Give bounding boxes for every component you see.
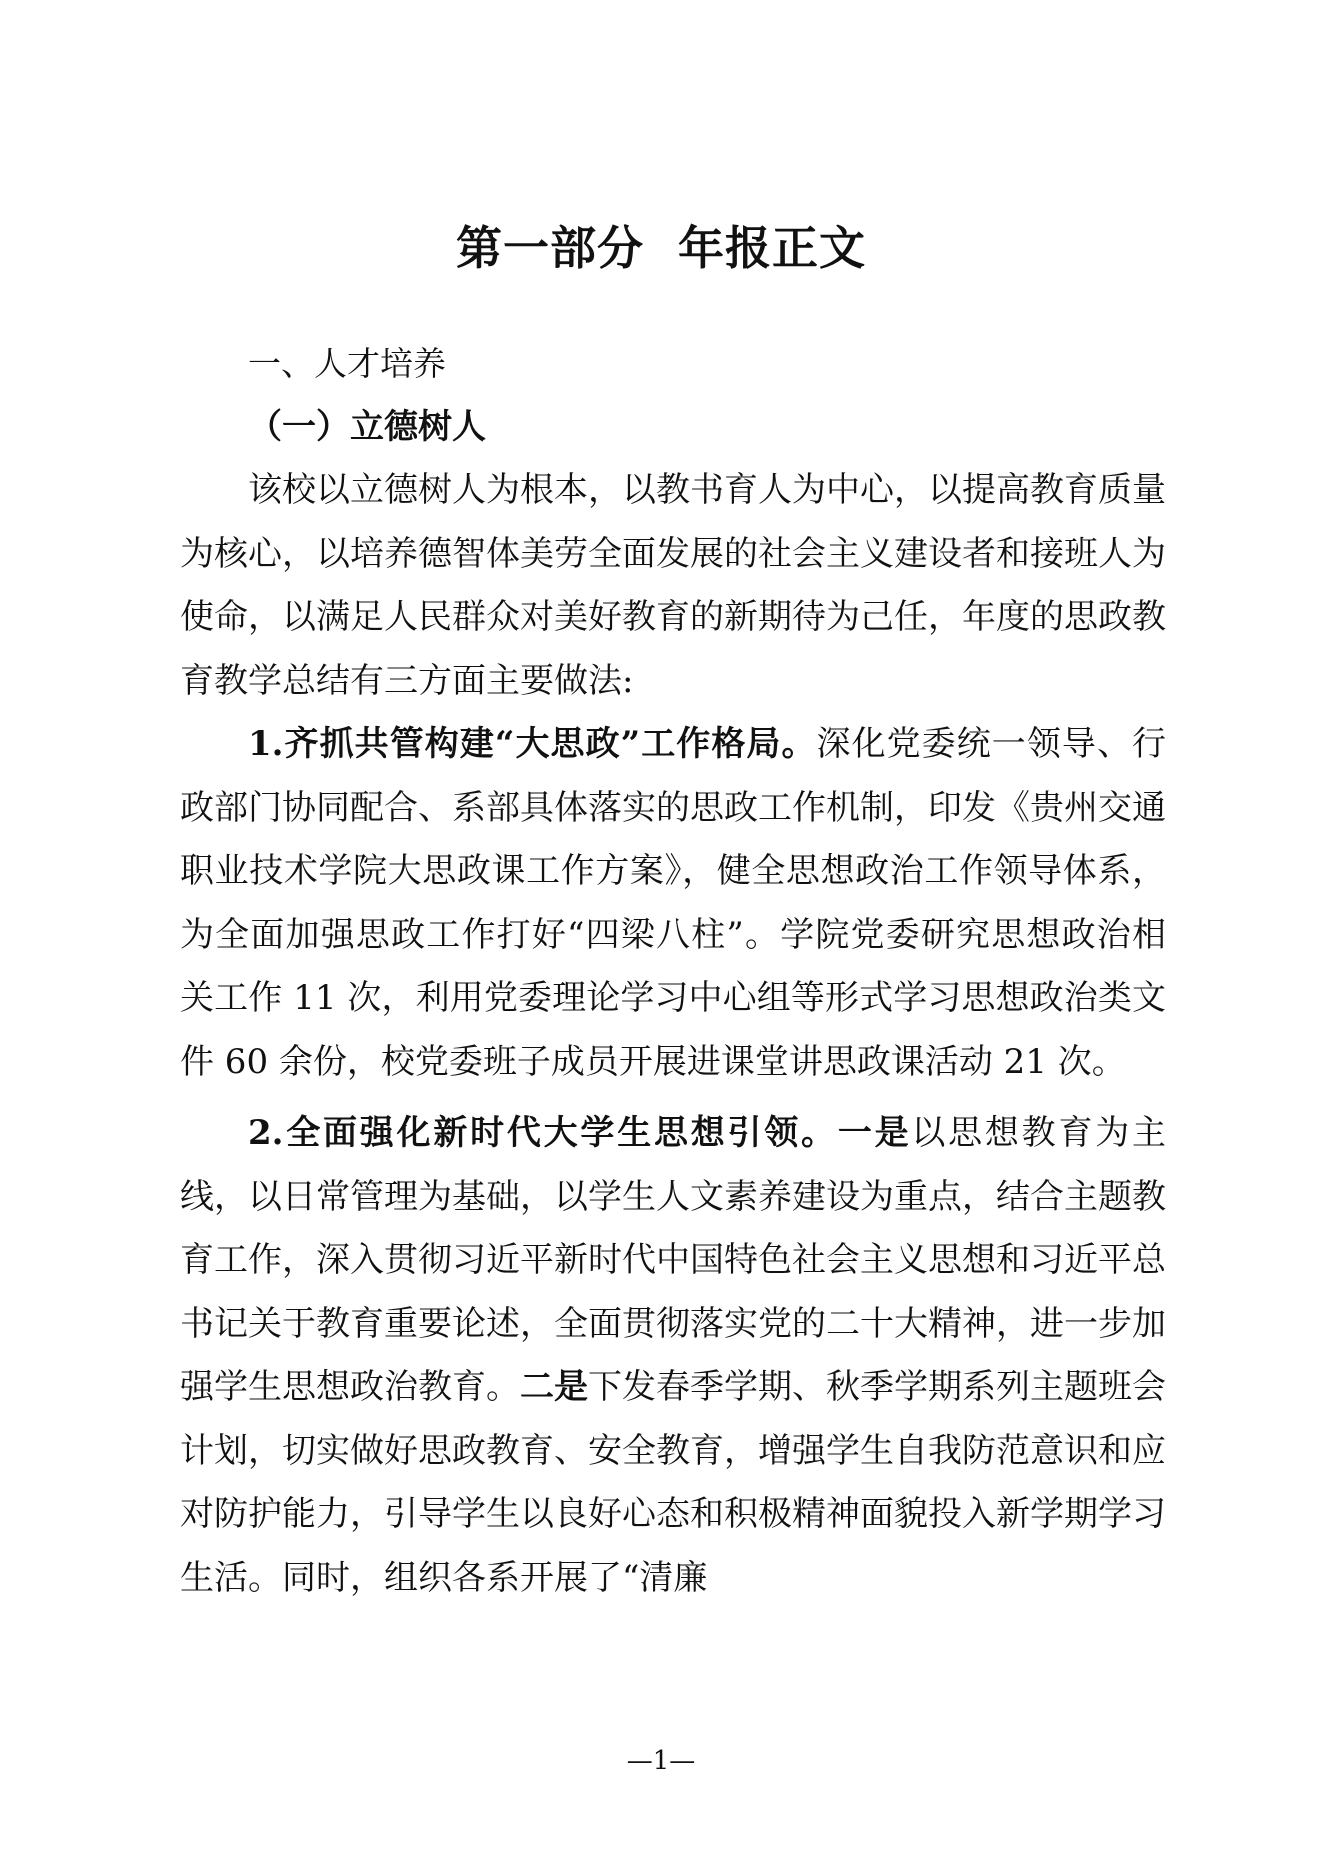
paragraph-item-2-text-1: 以思想教育为主线，以日常管理为基础，以学生人文素养建设为重点，结合主题教育工作，深入贯彻习近平新时代中国特色社会主义思想和习近平总书记关于教育重要论述，全面贯彻落实党的二十大精神，进一步加强学生思想政治教育。 [180, 1113, 1166, 1407]
paragraph-intro [180, 459, 1166, 713]
paragraph-item-2-lead: 2.全面强化新时代大学生思想引领。 [248, 1113, 838, 1153]
page-number: —1— [626, 1746, 696, 1776]
paragraph-item-2 [180, 1102, 1166, 1610]
paragraph-item-1-lead: 1.齐抓共管构建“大思政”工作格局。 [248, 724, 817, 764]
paragraph-item-2-marker-2: 二是 [520, 1367, 588, 1407]
paragraph-item-2-text-2: 下发春季学期、秋季学期系列主题班会计划，切实做好思政教育、安全教育，增强学生自我防范意识和应对防护能力，引导学生以良好心态和积极精神面貌投入新学期学习生活。同时，组织各系开展了“清廉 [180, 1367, 1166, 1598]
section-heading: 一、人才培养 [248, 344, 446, 383]
page-title: 第一部分 年报正文 [455, 221, 867, 275]
paragraph-item-1-text: 深化党委统一领导、行政部门协同配合、系部具体落实的思政工作机制，印发《贵州交通职业技术学院大思政课工作方案》，健全思想政治工作领导体系，为全面加强思政工作打好“四梁八柱”。学院党委研究思想政治相关工作 11 次，利用党委理论学习中心组等形式学习思想政治类文件 60 余份，校党委班子成员开展进课堂讲思政课活动 21 次。 [180, 724, 1166, 1082]
paragraph-intro-text: 该校以立德树人为根本，以教书育人为中心，以提高教育质量为核心，以培养德智体美劳全面发展的社会主义建设者和接班人为使命，以满足人民群众对美好教育的新期待为己任，年度的思政教育教学总结有三方面主要做法: [180, 470, 1166, 701]
subsection-heading: （一）立德树人 [248, 406, 486, 447]
paragraph-item-1 [180, 713, 1166, 1094]
document-body [180, 332, 1166, 1610]
paragraph-item-2-marker-1: 一是 [837, 1113, 912, 1153]
